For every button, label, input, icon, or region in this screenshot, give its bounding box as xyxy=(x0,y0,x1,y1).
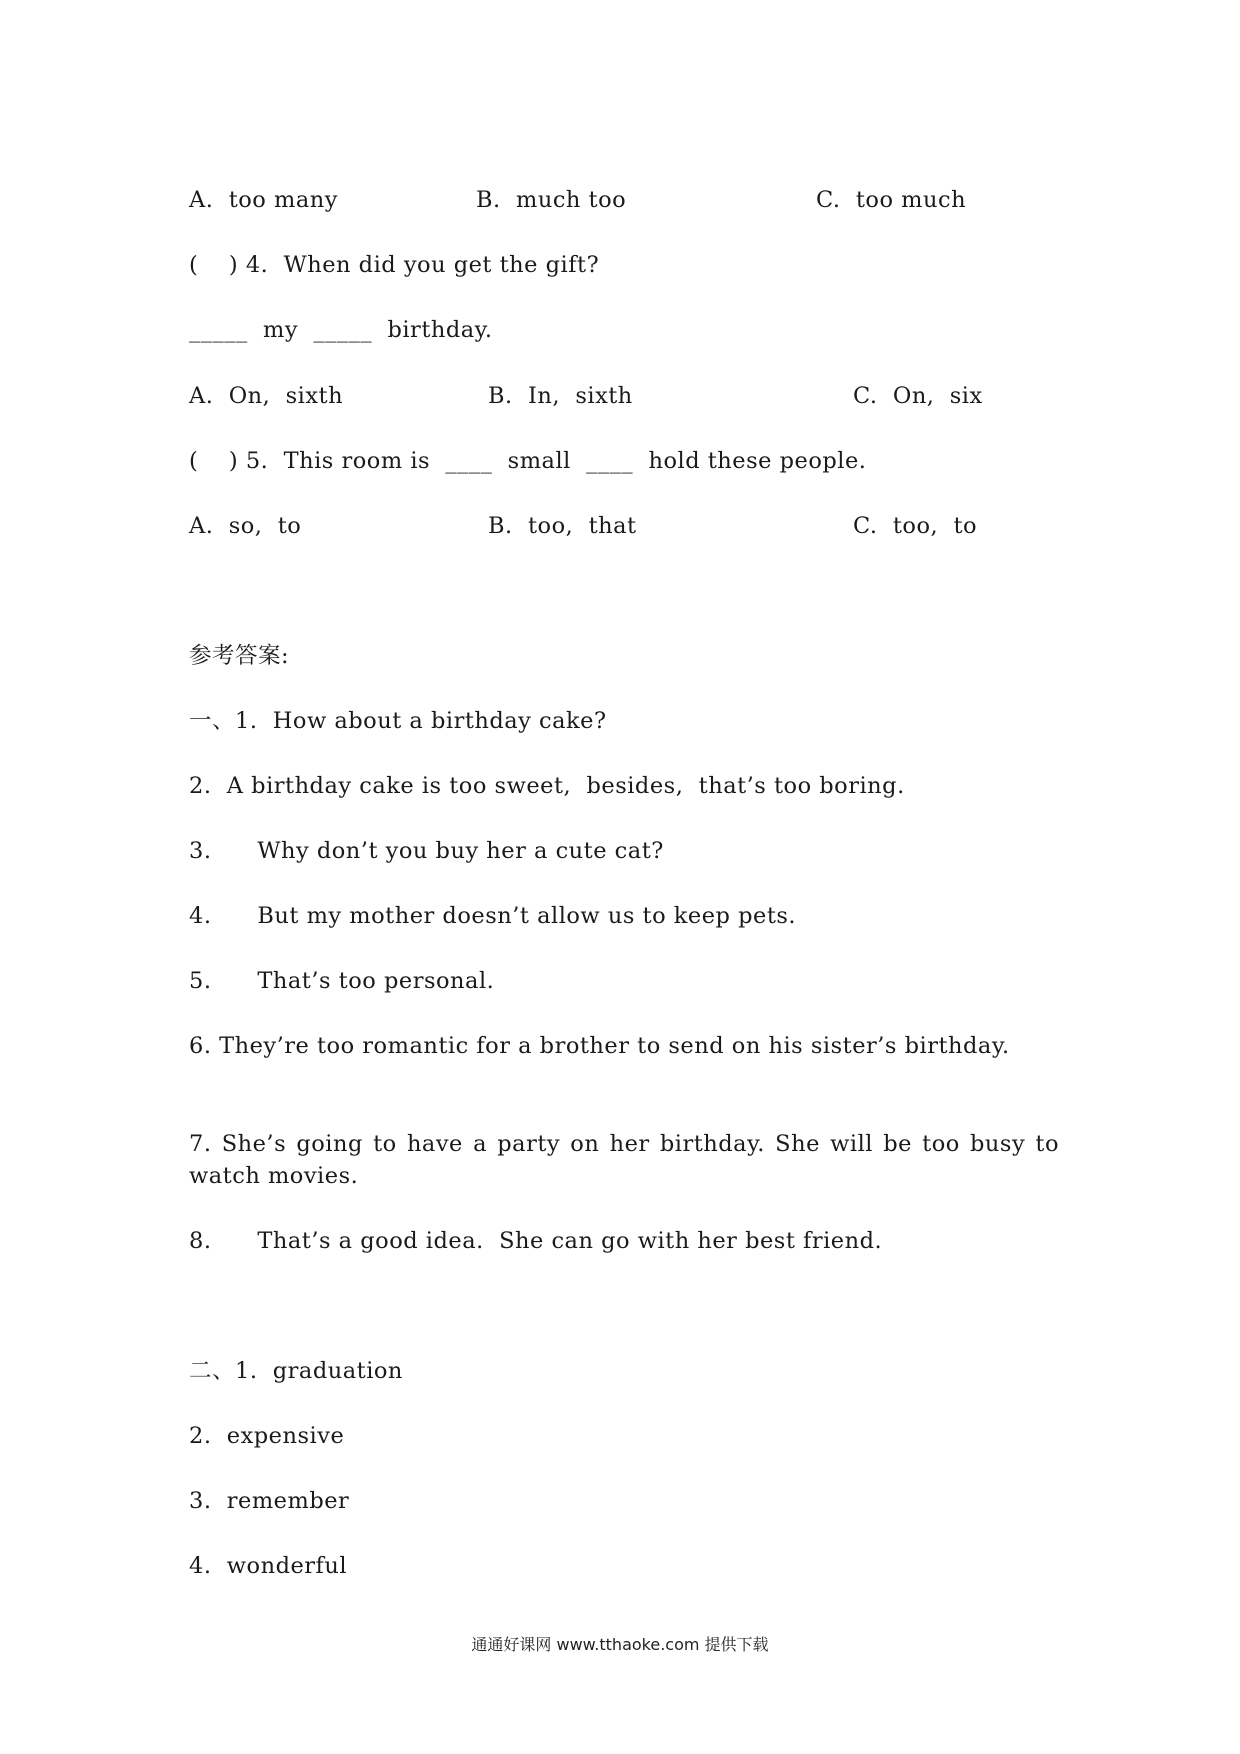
answer-1-7: 7. She’s going to have a party on her birthday. She will be too busy to watch movies. xyxy=(189,1131,1059,1189)
answer-1-5: 5. That’s too personal. xyxy=(189,968,495,994)
q3-option-b: B. much too xyxy=(476,187,627,213)
answer-2-1: 二、1. graduation xyxy=(189,1358,403,1384)
q4-question: ( ) 4. When did you get the gift? xyxy=(189,252,600,278)
page-footer: 通通好课网 www.tthaoke.com 提供下载 xyxy=(471,1635,769,1654)
q4-option-a: A. On, sixth xyxy=(189,383,344,409)
answer-2-4: 4. wonderful xyxy=(189,1553,348,1579)
q4-blank-line: _____ my _____ birthday. xyxy=(189,317,493,343)
q4-option-c: C. On, six xyxy=(853,383,983,409)
answer-1-6: 6. They’re too romantic for a brother to send on his sister’s birthday. xyxy=(189,1033,1010,1059)
q5-question: ( ) 5. This room is ____ small ____ hold these people. xyxy=(189,448,867,474)
answer-1-4: 4. But my mother doesn’t allow us to keep pets. xyxy=(189,903,797,929)
q3-option-c: C. too much xyxy=(816,187,967,213)
answer-1-2: 2. A birthday cake is too sweet, besides, that’s too boring. xyxy=(189,773,905,799)
q5-option-b: B. too, that xyxy=(488,513,637,539)
answers-heading: 参考答案: xyxy=(189,643,290,669)
q5-option-a: A. so, to xyxy=(189,513,302,539)
answer-1-3: 3. Why don’t you buy her a cute cat? xyxy=(189,838,664,864)
answer-1-8: 8. That’s a good idea. She can go with her best friend. xyxy=(189,1228,883,1254)
q5-option-c: C. too, to xyxy=(853,513,978,539)
q4-option-b: B. In, sixth xyxy=(488,383,633,409)
answer-1-1: 一、1. How about a birthday cake? xyxy=(189,708,607,734)
answer-2-2: 2. expensive xyxy=(189,1423,345,1449)
answer-2-3: 3. remember xyxy=(189,1488,350,1514)
q3-option-a: A. too many xyxy=(189,187,338,213)
